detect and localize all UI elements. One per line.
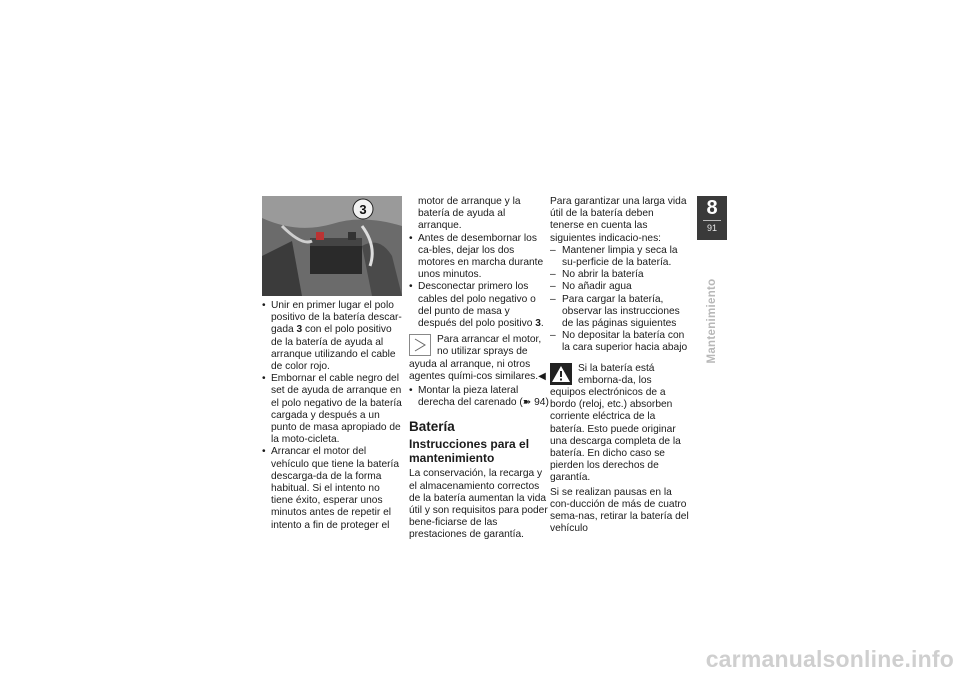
warning-block [550, 363, 690, 485]
list-item-text: Embornar el cable negro del set de ayuda de arranque en el polo negativo de la batería cargada y después a un punto de masa apropiado de la moto-cicleta. [271, 373, 402, 446]
list-item-text: Montar la pieza lateral derecha del carenado (➽ 94) [418, 385, 549, 409]
list-item [262, 446, 402, 531]
list-item-text: Unir en primer lugar el polo positivo de la batería descar-gada [271, 300, 402, 336]
dash-item [550, 269, 690, 281]
dash-mark: – [550, 244, 556, 256]
list-item-text: Arrancar el motor del vehículo que tiene la batería descarga-da de la forma habitual. Si el intento no tiene éxito, esperar unos minutos antes de repetir el intento a fin de proteger el [271, 446, 400, 531]
paragraph: Si se realizan pausas en la con-ducción de más de cuatro sema-nas, retirar la batería del vehículo [550, 486, 689, 535]
watermark: carmanualsonline.info [705, 646, 954, 672]
dash-item-text: Para cargar la batería, observar las instrucciones de las páginas siguientes [562, 293, 680, 330]
bullet-mark: • [262, 300, 266, 311]
dash-mark: – [550, 330, 556, 342]
bullet-mark: • [409, 281, 413, 293]
dash-item-text: No depositar la batería con la cara superior hacia abajo [562, 330, 688, 354]
dash-mark: – [550, 281, 556, 293]
warning-text: Si la batería está emborna-da, los equipos electrónicos de a bordo (reloj, etc.) absorben corriente eléctrica de la batería. Esto puede originar una descarga completa de la batería. En dicho caso se pierden los derechos de garantía. [550, 362, 681, 484]
side-label [706, 275, 718, 367]
paragraph: La conservación, la recarga y el almacenamiento correctos de la batería aumentan la vida útil y son requisitos para poder bene-ficiarse de las prestaciones de garantía. [409, 468, 548, 541]
side-label-text: Mantenimiento [706, 278, 718, 364]
list-item [409, 281, 549, 330]
column-3 [550, 196, 690, 535]
reference-number: 3 [296, 324, 303, 336]
reference-number: 3 [535, 318, 541, 330]
dash-item [550, 294, 690, 331]
chapter-number: 8 [706, 197, 718, 219]
list-item-text: motor de arranque y la batería de ayuda al arranque. [418, 196, 521, 232]
dash-item [550, 330, 690, 354]
bullet-mark: • [409, 232, 413, 244]
column-2 [409, 196, 549, 542]
paragraph: Para garantizar una larga vida útil de la batería deben tenerse en cuenta las siguientes indicacio-nes: [550, 196, 687, 244]
subsection-heading: Instrucciones para el mantenimiento [409, 437, 530, 465]
column-1 [262, 300, 402, 532]
dash-item-text: No abrir la batería [562, 269, 644, 281]
chapter-tab [697, 196, 727, 240]
dash-item [550, 281, 690, 293]
list-item-text: Desconectar primero los cables del polo negativo o del punto de masa y después del polo positivo [418, 281, 536, 330]
list-item [262, 300, 402, 373]
page-number: 91 [706, 223, 717, 233]
section-heading: Batería [409, 419, 455, 435]
bullet-mark: • [262, 373, 266, 385]
battery-illustration [262, 196, 402, 296]
battery-photo [262, 196, 402, 296]
list-item [262, 373, 402, 446]
bullet-mark: • [262, 446, 266, 458]
dash-item [550, 245, 690, 269]
dash-item-text: Mantener limpia y seca la su-perficie de la batería. [562, 244, 678, 269]
list-item [409, 385, 549, 409]
warning-icon [550, 363, 572, 385]
list-item-text: Antes de desembornar los ca-bles, dejar los dos motores en marcha durante unos minutos. [418, 232, 544, 281]
list-item-text: con el polo positivo de la batería de ayuda al arranque utilizando el cable de color rojo. [271, 324, 396, 373]
bullet-mark: • [409, 385, 413, 397]
note-text: Para arrancar el motor, no utilizar sprays de ayuda al arranque, ni otros agentes quími-cos similares.◀ [409, 334, 546, 382]
note-block [409, 334, 549, 383]
list-item [409, 233, 549, 282]
dash-mark: – [550, 269, 556, 281]
list-item-text: . [540, 318, 544, 330]
photo-callout-3: 3 [359, 202, 367, 217]
list-item-continued [409, 196, 549, 233]
dash-item-text: No añadir agua [562, 281, 632, 293]
note-icon [409, 334, 431, 356]
dash-mark: – [550, 293, 556, 305]
